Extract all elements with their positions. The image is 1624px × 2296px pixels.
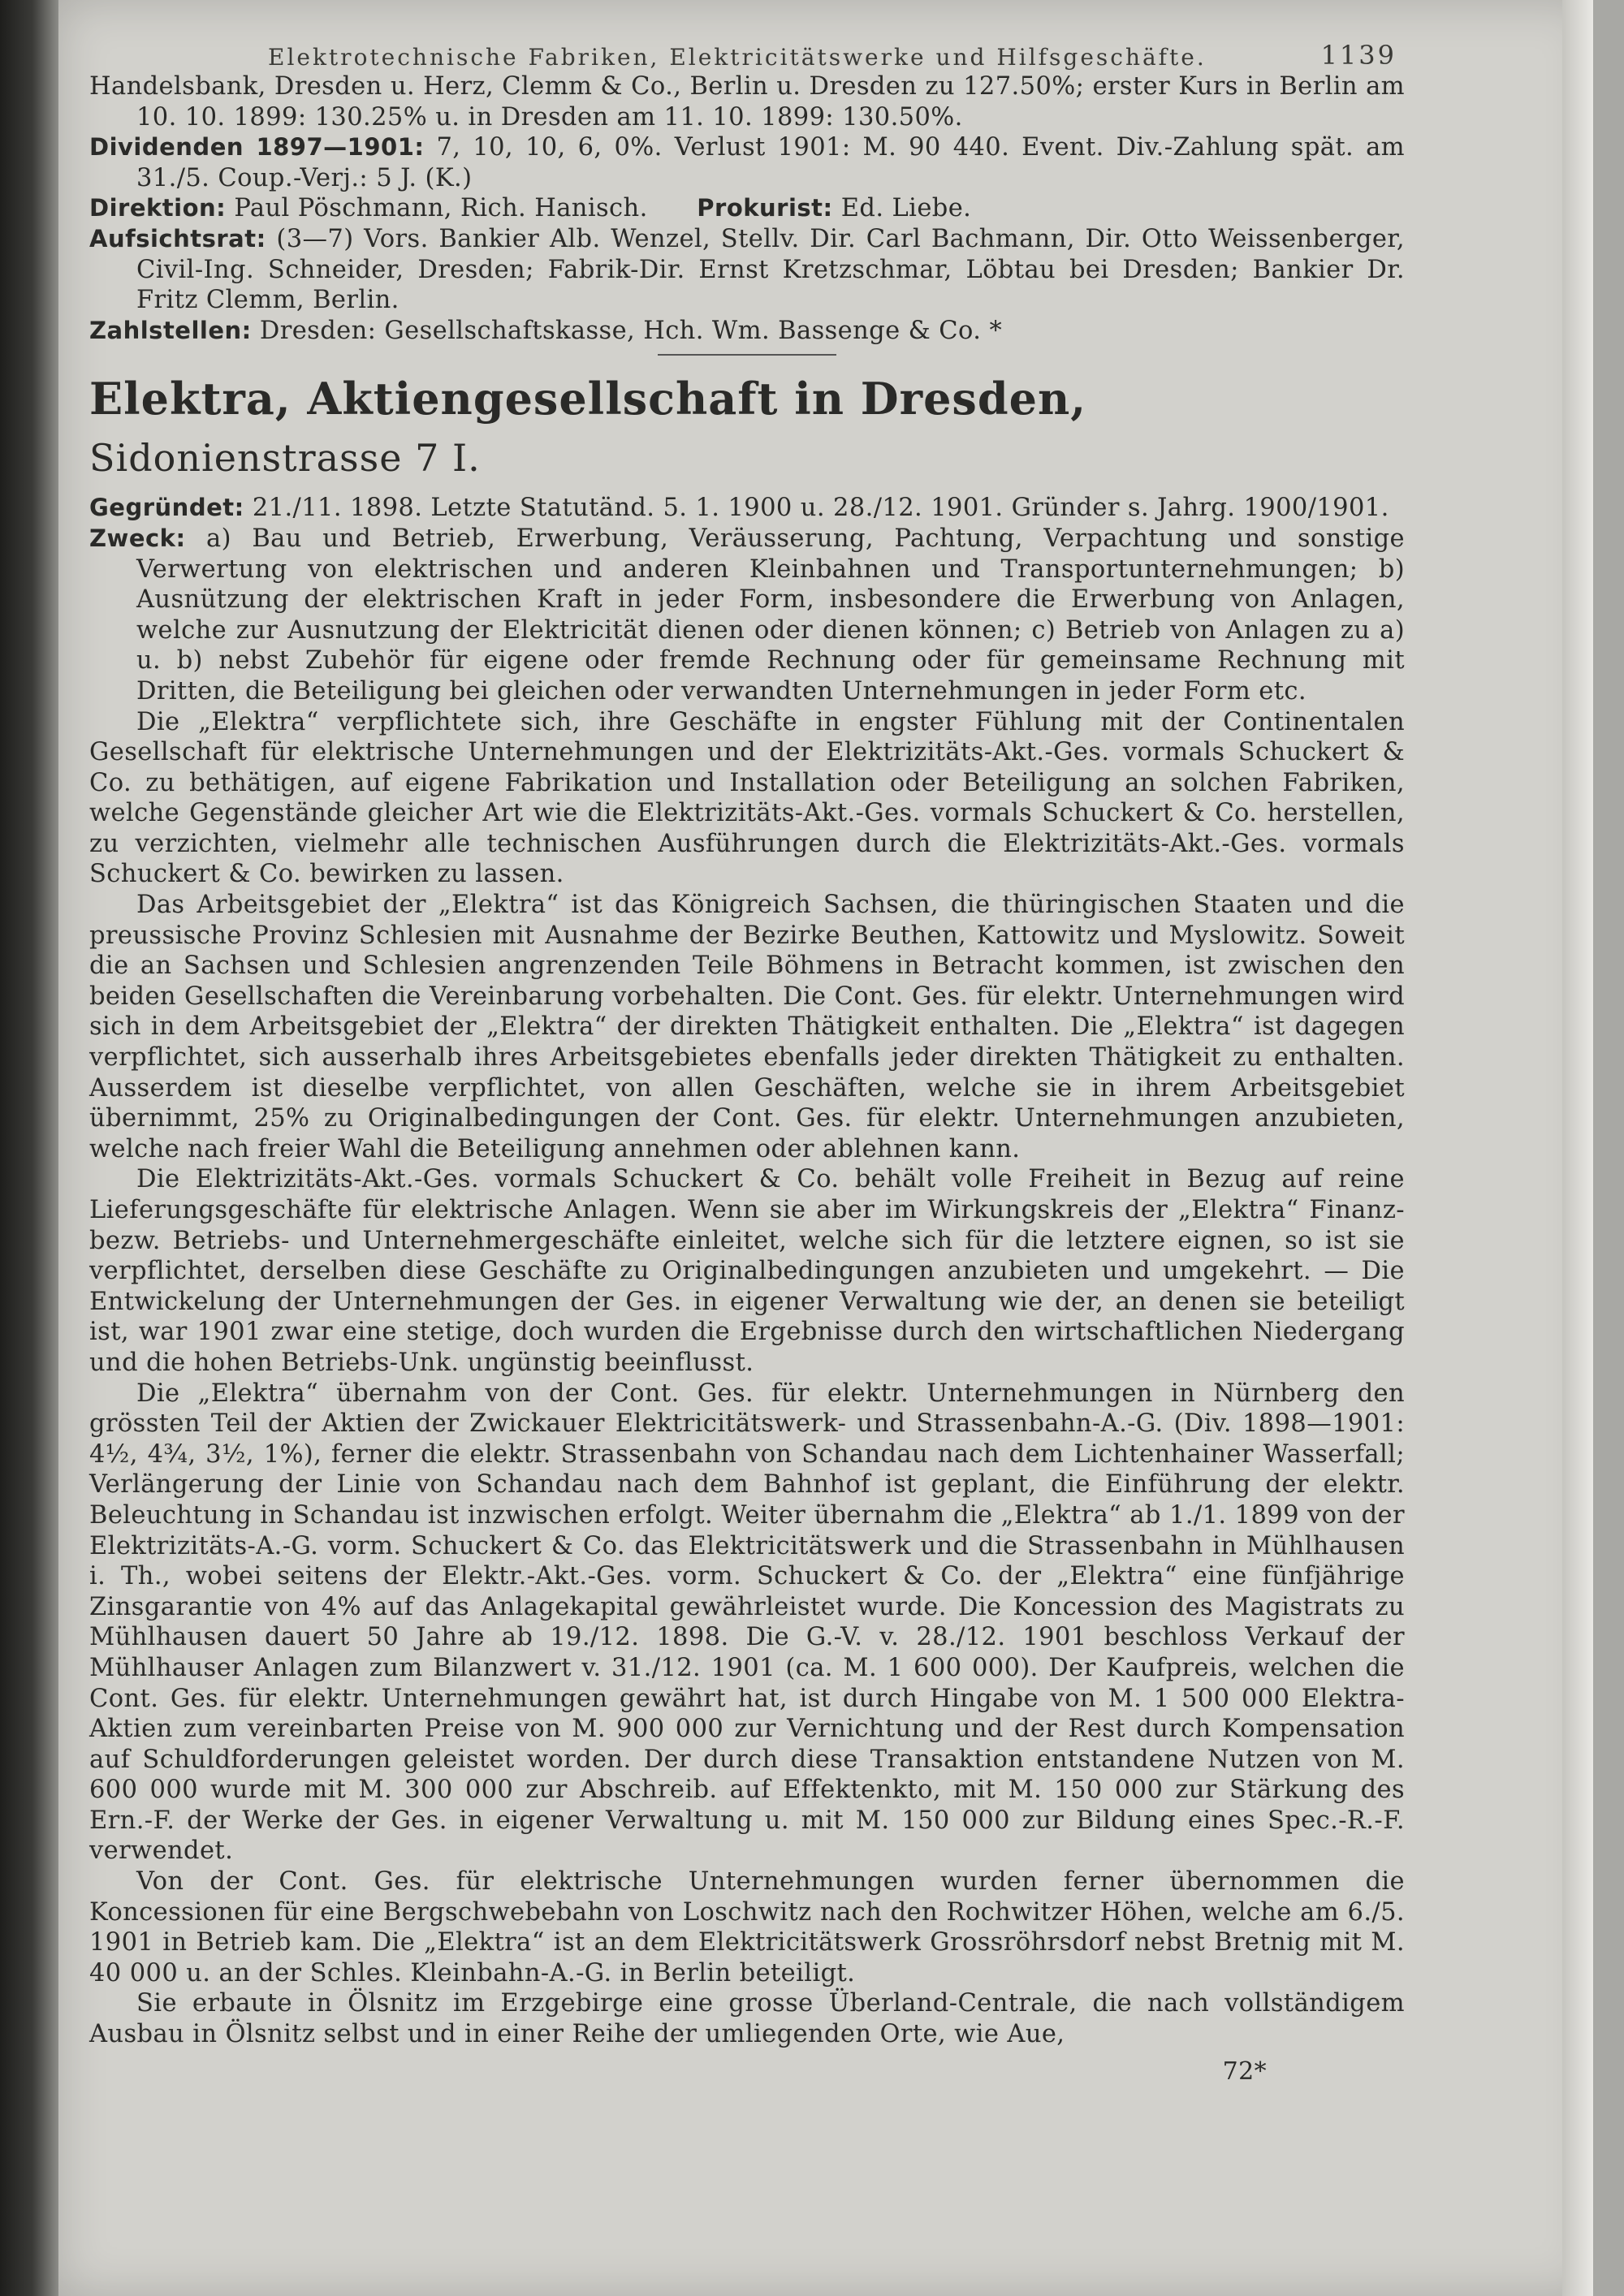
zahlstellen-label: Zahlstellen: bbox=[89, 316, 252, 344]
signature-mark: 72* bbox=[1222, 2056, 1267, 2086]
zweck-text: a) Bau und Betrieb, Erwerbung, Veräusserung, Pachtung, Verpachtung und sonstige Verwertung von elektrischen und anderen Kleinbahnen und Transportunternehmungen; b) Ausnützung der elektrischen Kraft in jeder Form, insbesondere die Erwerbung von Anlagen, welche zur Ausnutzung der Elektricität dienen oder dienen können; c) Betrieb von Anlagen zu a) u. b) nebst Zubehör für eigene oder fremde Rechnung oder für gemeinsame Rechnung mit Dritten, die Beteiligung bei gleichen oder verwandten Unternehmungen in jeder Form etc. bbox=[136, 524, 1405, 706]
zahlstellen-text: Dresden: Gesellschaftskasse, Hch. Wm. Bassenge & Co. * bbox=[259, 316, 1003, 345]
dividenden-label: Dividenden 1897—1901: bbox=[89, 133, 425, 162]
page-content bbox=[89, 32, 1405, 2087]
company-address: Sidonienstrasse 7 I. bbox=[89, 436, 481, 481]
paragraph: Sie erbaute in Ölsnitz im Erzgebirge eine grosse Überland-Centrale, die nach vollständigem Ausbau in Ölsnitz selbst und in einer Reihe der umliegenden Orte, wie Aue, bbox=[89, 1989, 1405, 2049]
paragraph: Die „Elektra“ übernahm von der Cont. Ges. für elektr. Unternehmungen in Nürnberg den grössten Teil der Aktien der Zwickauer Elektricitätswerk- und Strassenbahn-A.-G. (Div. 1898—1901: 4½, 4¾, 3½, 1%), ferner die elektr. Strassenbahn von Schandau nach dem Lichtenhainer Wasserfall; Verlängerung der Linie von Schandau nach dem Bahnhof ist geplant, die Einführung der elektr. Beleuchtung in Schandau ist inzwischen erfolgt. Weiter übernahm die „Elektra“ ab 1./1. 1899 von der Elektrizitäts-A.-G. vorm. Schuckert & Co. das Elektricitätswerk und die Strassenbahn in Mühlhausen i. Th., wobei seitens der Elektr.-Akt.-Ges. vorm. Schuckert & Co. der „Elektra“ eine fünfjährige Zinsgarantie von 4% auf das Anlagekapital gewährleistet wurde. Die Koncession des Magistrats zu Mühlhausen dauert 50 Jahre ab 19./12. 1898. Die G.-V. v. 28./12. 1901 beschloss Verkauf der Mühlhauser Anlagen zum Bilanzwert v. 31./12. 1901 (ca. M. 1 600 000). Der Kaufpreis, welchen die Cont. Ges. für elektr. Unternehmungen gewährt hat, ist durch Hingabe von M. 1 500 000 Elektra-Aktien zum vereinbarten Preise von M. 900 000 zur Vernichtung und der Rest durch Kompensation auf Schuldforderungen geleistet worden. Der durch diese Transaktion entstandene Nutzen von M. 600 000 wurde mit M. 300 000 zur Abschreib. auf Effektenkto, mit M. 150 000 zur Stärkung des Ern.-F. der Werke der Ges. in eigener Verwaltung u. mit M. 150 000 zur Bildung eines Spec.-R.-F. verwendet. bbox=[89, 1379, 1405, 1866]
aufsichtsrat-label: Aufsichtsrat: bbox=[89, 224, 266, 252]
paragraph: Das Arbeitsgebiet der „Elektra“ ist das Königreich Sachsen, die thüringischen Staaten und die preussische Provinz Schlesien mit Ausnahme der Bezirke Beuthen, Kattowitz und Myslowitz. Soweit die an Sachsen und Schlesien angrenzenden Teile Böhmens in Betracht kommen, ist zwischen den beiden Gesellschaften die Vereinbarung vorbehalten. Die Cont. Ges. für elektr. Unternehmungen wird sich in dem Arbeitsgebiet der „Elektra“ der direkten Thätigkeit enthalten. Die „Elektra“ ist dagegen verpflichtet, sich ausserhalb ihres Arbeitsgebietes ebenfalls jeder direkten Thätigkeit zu enthalten. Ausserdem ist dieselbe verpflichtet, von allen Geschäften, welche sie in ihrem Arbeitsgebiet übernimmt, 25% zu Originalbedingungen der Cont. Ges. für elektr. Unternehmungen anzubieten, welche nach freier Wahl die Beteiligung annehmen oder ablehnen kann. bbox=[89, 891, 1405, 1163]
prev-entry-dividenden bbox=[89, 132, 1405, 193]
page-number: 1139 bbox=[1320, 40, 1397, 71]
gegruendet-text: 21./11. 1898. Letzte Statutänd. 5. 1. 1900 u. 28./12. 1901. Gründer s. Jahrg. 1900/1901. bbox=[252, 494, 1389, 523]
paragraph: Die „Elektra“ verpflichtete sich, ihre Geschäfte in engster Fühlung mit der Continentalen Gesellschaft für elektrische Unternehmungen und der Elektrizitäts-Akt.-Ges. vormals Schuckert & Co. zu bethätigen, auf eigene Fabrikation und Installation oder Beteiligung an solchen Fabriken, welche Gegenstände gleicher Art wie die Elektrizitäts-Akt.-Ges. vormals Schuckert & Co. herstellen, zu verzichten, vielmehr alle technischen Ausführungen durch die Elektrizitäts-Akt.-Ges. vormals Schuckert & Co. bewirken zu lassen. bbox=[89, 707, 1405, 889]
prev-entry-kurs: Handelsbank, Dresden u. Herz, Clemm & Co., Berlin u. Dresden zu 127.50%; erster Kurs in Berlin am 10. 10. 1899: 130.25% u. in Dresden am 11. 10. 1899: 130.50%. bbox=[89, 72, 1405, 132]
dividenden-text: 7, 10, 10, 6, 0%. Verlust 1901: M. 90 440. Event. Div.-Zahlung spät. am 31./5. Coup.-Verj.: 5 J. (K.) bbox=[136, 133, 1405, 192]
direktion-text: Paul Pöschmann, Rich. Hanisch. bbox=[234, 194, 648, 223]
prev-entry-zahlstellen bbox=[89, 316, 1405, 347]
company-heading bbox=[89, 370, 1405, 486]
book-binding-edge bbox=[0, 0, 58, 2296]
page-edge bbox=[1562, 0, 1593, 2296]
running-head-title: Elektrotechnische Fabriken, Elektricitätswerke und Hilfsgeschäfte. bbox=[268, 44, 1207, 71]
zweck-label: Zweck: bbox=[89, 524, 186, 552]
direktion-label: Direktion: bbox=[89, 194, 227, 222]
company-name: Elektra, Aktiengesellschaft in Dresden, bbox=[89, 373, 1087, 425]
entry-zweck bbox=[89, 524, 1405, 707]
entry-gegruendet bbox=[89, 493, 1405, 524]
prokurist-label: Prokurist: bbox=[697, 194, 833, 222]
prev-entry-aufsichtsrat bbox=[89, 224, 1405, 316]
section-divider bbox=[658, 354, 836, 356]
gegruendet-label: Gegründet: bbox=[89, 494, 244, 522]
paragraph: Die Elektrizitäts-Akt.-Ges. vormals Schuckert & Co. behält volle Freiheit in Bezug auf reine Lieferungsgeschäfte für elektrische Anlagen. Wenn sie aber im Wirkungskreis der „Elektra“ Finanz- bezw. Betriebs- und Unternehmergeschäfte einleitet, welche sich für die letztere eignen, so ist sie verpflichtet, derselben diese Geschäfte zu Originalbedingungen anzubieten und umgekehrt. — Die Entwickelung der Unternehmungen der Ges. in eigener Verwaltung wie der, an denen sie beteiligt ist, war 1901 zwar eine stetige, doch wurden die Ergebnisse durch den wirtschaftlichen Niedergang und die hohen Betriebs-Unk. ungünstig beeinflusst. bbox=[89, 1165, 1405, 1377]
prokurist-text: Ed. Liebe. bbox=[840, 194, 972, 223]
aufsichtsrat-text: (3—7) Vors. Bankier Alb. Wenzel, Stellv. Dir. Carl Bachmann, Dir. Otto Weissenberger, Civil-Ing. Schneider, Dresden; Fabrik-Dir. Ernst Kretzschmar, Löbtau bei Dresden; Bankier Dr. Fritz Clemm, Berlin. bbox=[136, 224, 1405, 315]
prev-entry-direktion bbox=[89, 193, 1405, 224]
running-head bbox=[89, 32, 1405, 71]
paragraph: Von der Cont. Ges. für elektrische Unternehmungen wurden ferner übernommen die Koncessionen für eine Bergschwebebahn von Loschwitz nach den Rochwitzer Höhen, welche am 6./5. 1901 in Betrieb kam. Die „Elektra“ ist an dem Elektricitätswerk Grossröhrsdorf nebst Bretnig mit M. 40 000 u. an der Schles. Kleinbahn-A.-G. in Berlin beteiligt. bbox=[89, 1867, 1405, 1987]
